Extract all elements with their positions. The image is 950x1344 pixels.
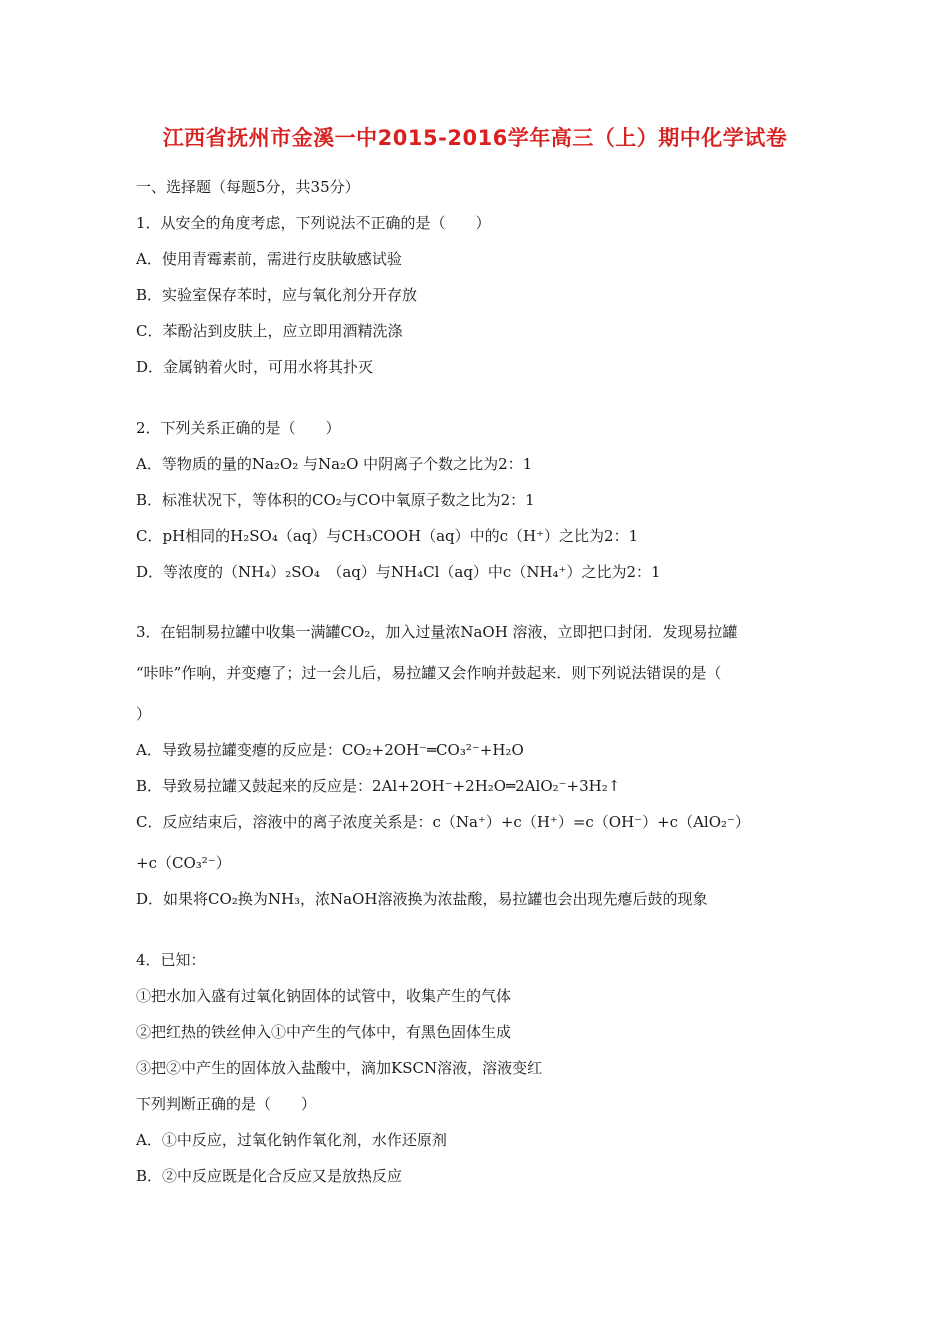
q4-option-b: B．②中反应既是化合反应又是放热反应 bbox=[136, 1167, 403, 1185]
q1-stem: 1．从安全的角度考虑，下列说法不正确的是（ ） bbox=[136, 214, 491, 232]
q2-option-b: B．标准状况下，等体积的CO₂与CO中氧原子数之比为2：1 bbox=[136, 491, 535, 509]
q3-option-b: B．导致易拉罐又鼓起来的反应是：2Al+2OH⁻+2H₂O═2AlO₂⁻+3H₂↑ bbox=[136, 777, 621, 795]
q2-stem: 2．下列关系正确的是（ ） bbox=[136, 419, 341, 437]
q3-option-c-line-2: +c（CO₃²⁻） bbox=[136, 854, 231, 872]
q3-stem-line-3: ） bbox=[136, 705, 152, 723]
q4-statement-1: ①把水加入盛有过氧化钠固体的试管中，收集产生的气体 bbox=[136, 987, 512, 1005]
q4-option-a: A．①中反应，过氧化钠作氧化剂，水作还原剂 bbox=[136, 1131, 447, 1149]
q2-option-d: D．等浓度的（NH₄）₂SO₄ （aq）与NH₄Cl（aq）中c（NH₄⁺）之比为2：1 bbox=[136, 563, 661, 581]
q1-option-a: A．使用青霉素前，需进行皮肤敏感试验 bbox=[136, 250, 402, 268]
q3-stem-line-2: “咔咔”作响，并变瘪了；过一会儿后，易拉罐又会作响并鼓起来．则下列说法错误的是（ bbox=[136, 664, 722, 682]
q4-stem: 4．已知： bbox=[136, 951, 206, 969]
q3-option-d: D．如果将CO₂换为NH₃，浓NaOH溶液换为浓盐酸，易拉罐也会出现先瘪后鼓的现象 bbox=[136, 890, 708, 908]
q3-stem-line-1: 3．在铝制易拉罐中收集一满罐CO₂，加入过量浓NaOH 溶液，立即把口封闭．发现易拉罐 bbox=[136, 623, 738, 641]
q4-statement-2: ②把红热的铁丝伸入①中产生的气体中，有黑色固体生成 bbox=[136, 1023, 512, 1041]
q3-option-c-line-1: C．反应结束后，溶液中的离子浓度关系是：c（Na⁺）+c（H⁺）=c（OH⁻）+c（AlO₂⁻） bbox=[136, 813, 750, 831]
q4-question: 下列判断正确的是（ ） bbox=[136, 1095, 317, 1113]
q2-option-a: A．等物质的量的Na₂O₂ 与Na₂O 中阴离子个数之比为2：1 bbox=[136, 455, 533, 473]
q1-option-d: D．金属钠着火时，可用水将其扑灭 bbox=[136, 358, 374, 376]
q2-option-c: C．pH相同的H₂SO₄（aq）与CH₃COOH（aq）中的c（H⁺）之比为2：1 bbox=[136, 527, 639, 545]
q1-option-c: C．苯酚沾到皮肤上，应立即用酒精洗涤 bbox=[136, 322, 403, 340]
q3-option-a: A．导致易拉罐变瘪的反应是：CO₂+2OH⁻═CO₃²⁻+H₂O bbox=[136, 741, 524, 759]
section-heading: 一、选择题（每题5分，共35分） bbox=[136, 178, 360, 196]
q1-option-b: B．实验室保存苯时，应与氧化剂分开存放 bbox=[136, 286, 418, 304]
q4-statement-3: ③把②中产生的固体放入盐酸中，滴加KSCN溶液，溶液变红 bbox=[136, 1059, 543, 1077]
exam-title: 江西省抚州市金溪一中2015-2016学年高三（上）期中化学试卷 bbox=[162, 126, 788, 150]
